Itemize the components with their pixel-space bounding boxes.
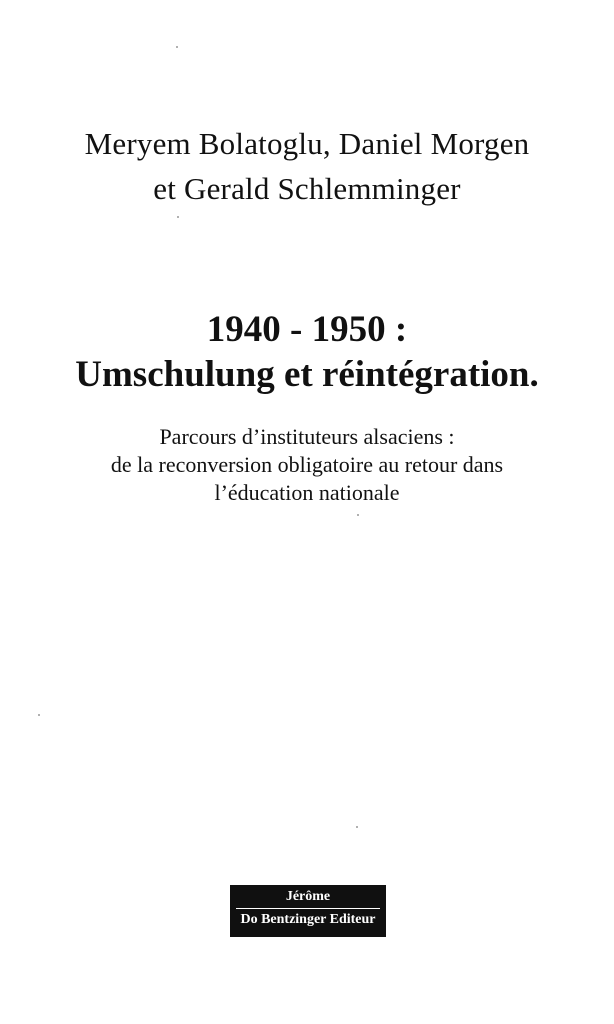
- scan-speck: [357, 514, 359, 516]
- subtitle-line-1: Parcours d’instituteurs alsaciens :: [159, 424, 455, 449]
- subtitle-line-2: de la reconversion obligatoire au retour dans: [110, 452, 504, 477]
- book-title: [0, 307, 614, 397]
- scan-speck: [356, 826, 358, 828]
- scan-speck: [177, 216, 179, 218]
- book-subtitle: [0, 423, 614, 507]
- authors-line-2: et Gerald Schlemminger: [153, 171, 461, 206]
- scan-speck: [38, 714, 40, 716]
- authors: [0, 121, 614, 211]
- title-line-2: Umschulung et réintégration.: [75, 354, 539, 395]
- publisher-logo-line-1: Jérôme: [285, 889, 331, 904]
- authors-line-1: Meryem Bolatoglu, Daniel Morgen: [84, 126, 530, 161]
- publisher-logo-line-2: Do Bentzinger Editeur: [240, 912, 376, 927]
- publisher-logo: [230, 885, 386, 937]
- publisher-logo-divider: [236, 908, 380, 909]
- scan-speck: [176, 46, 178, 48]
- title-line-1: 1940 - 1950 :: [206, 309, 408, 350]
- subtitle-line-3: l’éducation nationale: [214, 480, 400, 505]
